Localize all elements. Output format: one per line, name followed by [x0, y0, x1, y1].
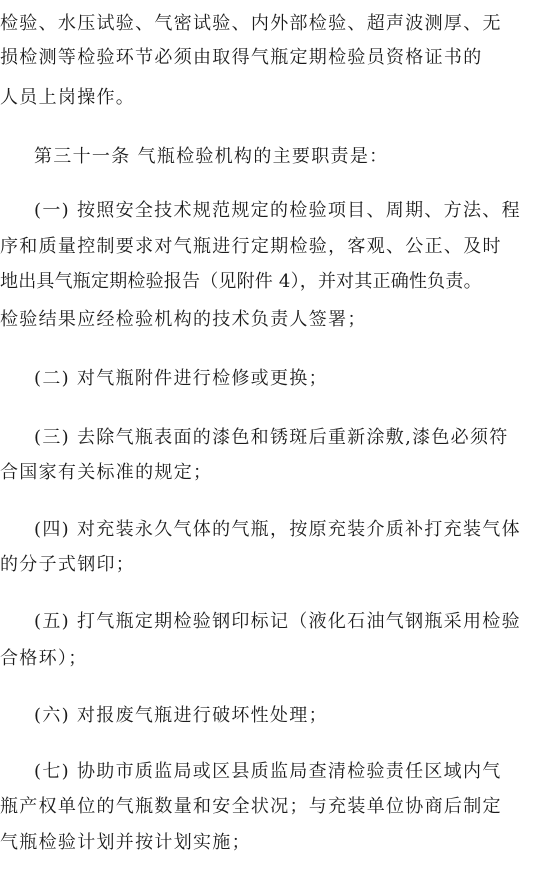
text-line: 气瓶检验计划并按计划实施；	[0, 832, 251, 853]
text-line: (七) 协助市质监局或区县质监局查清检验责任区域内气	[34, 761, 502, 782]
text-line: 人员上岗操作。	[0, 87, 136, 108]
text-line: 瓶产权单位的气瓶数量和安全状况；与充装单位协商后制定	[0, 796, 502, 817]
text-line: (三) 去除气瓶表面的漆色和锈斑后重新涂敷,漆色必须符	[34, 427, 509, 448]
text-line: 序和质量控制要求对气瓶进行定期检验，客观、公正、及时	[0, 236, 502, 257]
text-line: (四) 对充装永久气体的气瓶，按原充装介质补打充装气体	[34, 519, 521, 540]
text-line: 检验、水压试验、气密试验、内外部检验、超声波测厚、无	[0, 13, 502, 34]
text-line: 合格环）；	[0, 648, 88, 669]
text-line: 地出具气瓶定期检验报告（见附件 4），并对其正确性负责。	[0, 271, 482, 292]
article-heading: 第三十一条 气瓶检验机构的主要职责是：	[34, 146, 389, 167]
text-line: 合国家有关标准的规定；	[0, 462, 213, 483]
text-line: 检验结果应经检验机构的技术负责人签署；	[0, 309, 367, 330]
text-line: (二) 对气瓶附件进行检修或更换；	[34, 368, 328, 389]
text-line: (五) 打气瓶定期检验钢印标记（液化石油气钢瓶采用检验	[34, 611, 521, 632]
text-line: 损检测等检验环节必须由取得气瓶定期检验员资格证书的	[0, 47, 483, 68]
text-line: (六) 对报废气瓶进行破坏性处理；	[34, 705, 328, 726]
text-line: 的分子式钢印；	[0, 554, 136, 575]
text-line: (一) 按照安全技术规范规定的检验项目、周期、方法、程	[34, 200, 521, 221]
